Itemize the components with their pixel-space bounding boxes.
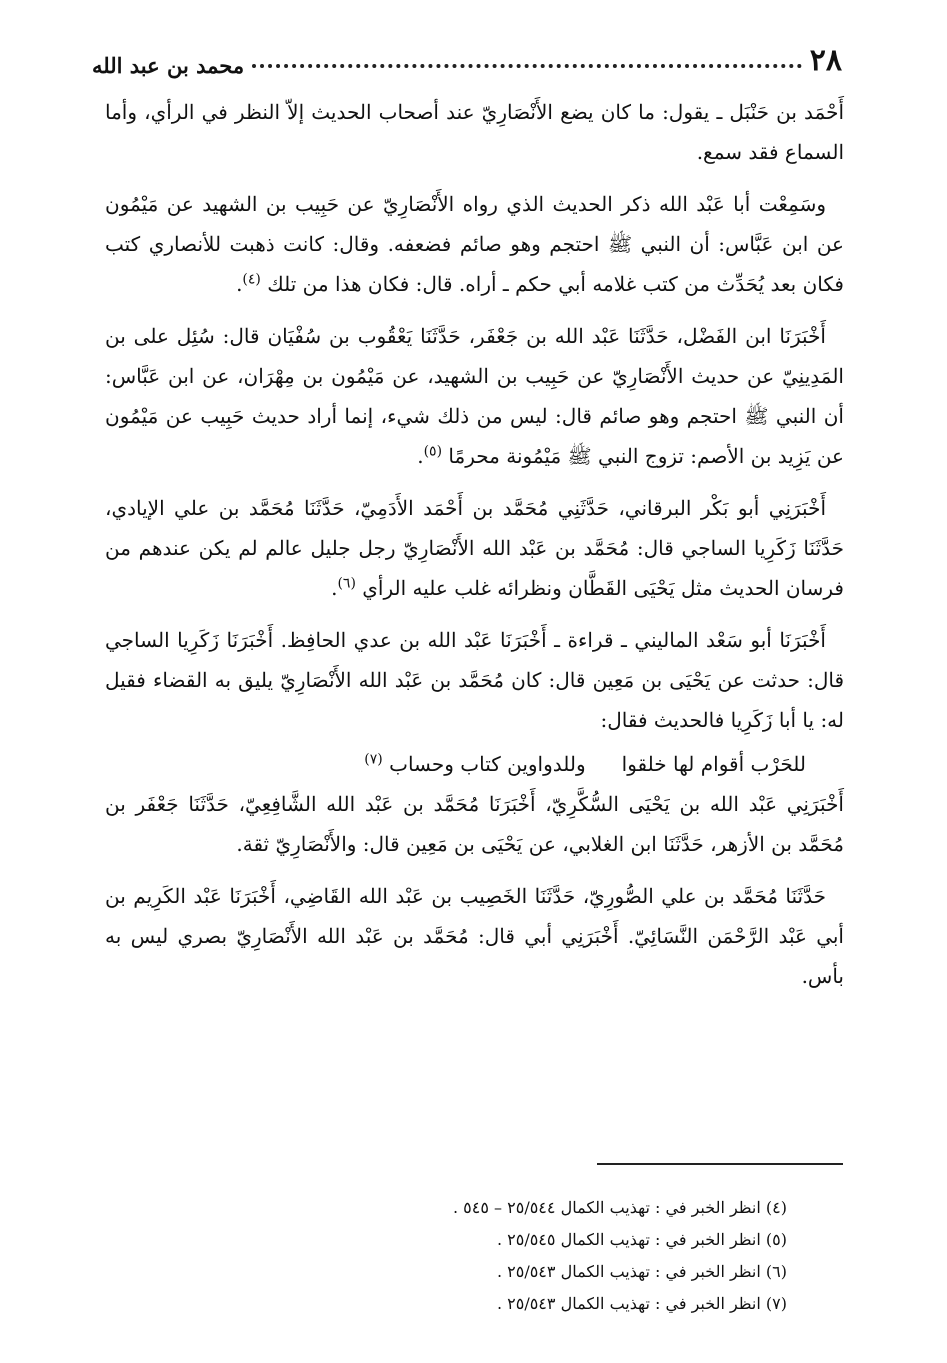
footnote-separator [597,1163,843,1165]
paragraph: أَخْبَرَنِي أبو بَكْر البرقاني، حَدَّثَنِي مُحَمَّد بن أَحْمَد الأَدَمِيّ، حَدَّثَنَا مُحَمَّد بن علي الإيادي، حَدَّثَنَا زَكَرِيا الساجي قال: مُحَمَّد بن عَبْد الله الأَنْصَارِيّ رجل جليل عالم لم يكن عندهم من فرسان الحديث مثل يَحْيَى القَطَّان ونظرائه غلب عليه الرأي $^{(٦)}$. [105,496,844,600]
main-text [105,92,844,1008]
paragraph: حَدَّثَنَا مُحَمَّد بن علي الصُّورِيّ، حَدَّثَنَا الخَصِيب بن عَبْد الله القَاضِي، أَخْبَرَنَا عَبْد الكَرِيم بن أبي عَبْد الرَّحْمَن النَّسَائِيّ. أَخْبَرَنِي أبي قال: مُحَمَّد بن عَبْد الله الأَنْصَارِيّ بصري ليس به بأس. [105,884,844,988]
paragraph: أَخْبَرَنَا أبو سَعْد الماليني ـ قراءة ـ أَخْبَرَنَا عَبْد الله بن عدي الحافِظ. أَخْبَرَنَا زَكَرِيا الساجي قال: حدثت عن يَحْيَى بن مَعِين قال: كان مُحَمَّد بن عَبْد الله الأَنْصَارِيّ يليق به القضاء فقيل له: يا أبا زَكَرِيا فالحديث فقال: [105,628,844,732]
header-dotted-leader [252,64,802,68]
footnote-ref: (٥) [423,443,443,460]
footnote: (٥) انظر الخبر في : تهذيب الكمال ٢٥/٥٤٥ . [496,1230,787,1249]
footnote-ref: (٧) [364,751,383,768]
poem-verse [105,744,806,784]
paragraph: وسَمِعْت أبا عَبْد الله ذكر الحديث الذي رواه الأَنْصَارِيّ عن حَبِيب بن الشهيد عن مَيْمُون عن ابن عَبَّاس: أن النبي ﷺ احتجم وهو صائم فضعفه. وقال: كانت ذهبت للأنصاري كتب فكان بعد يُحَدِّث من كتب غلامه أبي حكم ـ أراه. قال: فكان هذا من تلك $^{(٤)}$. [105,192,844,296]
poem-hemistich: للحَرْب أقوام لها خلقوا [621,752,806,776]
footnotes [267,1192,787,1320]
footnote: (٦) انظر الخبر في : تهذيب الكمال ٢٥/٥٤٣ . [496,1262,787,1281]
footnote-ref: (٤) [242,271,261,288]
footnote: (٧) انظر الخبر في : تهذيب الكمال ٢٥/٥٤٣ . [496,1294,787,1313]
footnote-ref: (٦) [337,575,356,592]
page-header [92,32,842,76]
page-number: ٢٨ [809,43,842,78]
paragraph: أَحْمَد بن حَنْبَل ـ يقول: ما كان يضع الأَنْصَارِيّ عند أصحاب الحديث إلاّ النظر في الرأي، وأما السماع فقد سمع. [105,100,844,164]
footnote: (٤) انظر الخبر في : تهذيب الكمال ٢٥/٥٤٤ – ٥٤٥ . [453,1198,787,1217]
paragraph: أَخْبَرَنِي عَبْد الله بن يَحْيَى السُّكَّرِيّ، أَخْبَرَنَا مُحَمَّد بن عَبْد الله الشَّافِعِيّ، حَدَّثَنَا جَعْفَر بن مُحَمَّد بن الأزهر، حَدَّثَنَا ابن الغلابي، عن يَحْيَى بن مَعِين قال: والأَنْصَارِيّ ثقة. [105,792,844,856]
running-title: محمد بن عبد الله [92,53,245,78]
paragraph: أَخْبَرَنَا ابن الفَضْل، حَدَّثَنَا عَبْد الله بن جَعْفَر، حَدَّثَنَا يَعْقُوب بن سُفْيَان قال: سُئِل على بن المَدِينِيّ عن حديث الأَنْصَارِيّ عن حَبِيب بن الشهيد، عن مَيْمُون بن مِهْرَان، عن ابن عَبَّاس: أن النبي ﷺ احتجم وهو صائم قال: ليس من ذلك شيء، إنما أراد حديث حَبِيب عن مَيْمُون عن يَزِيد بن الأصم: تزوج النبي ﷺ مَيْمُونة محرمًا $^{(٥)}$. [105,324,844,468]
poem-hemistich: وللدواوين كتاب وحساب $^{(٧)}$ [364,751,586,776]
